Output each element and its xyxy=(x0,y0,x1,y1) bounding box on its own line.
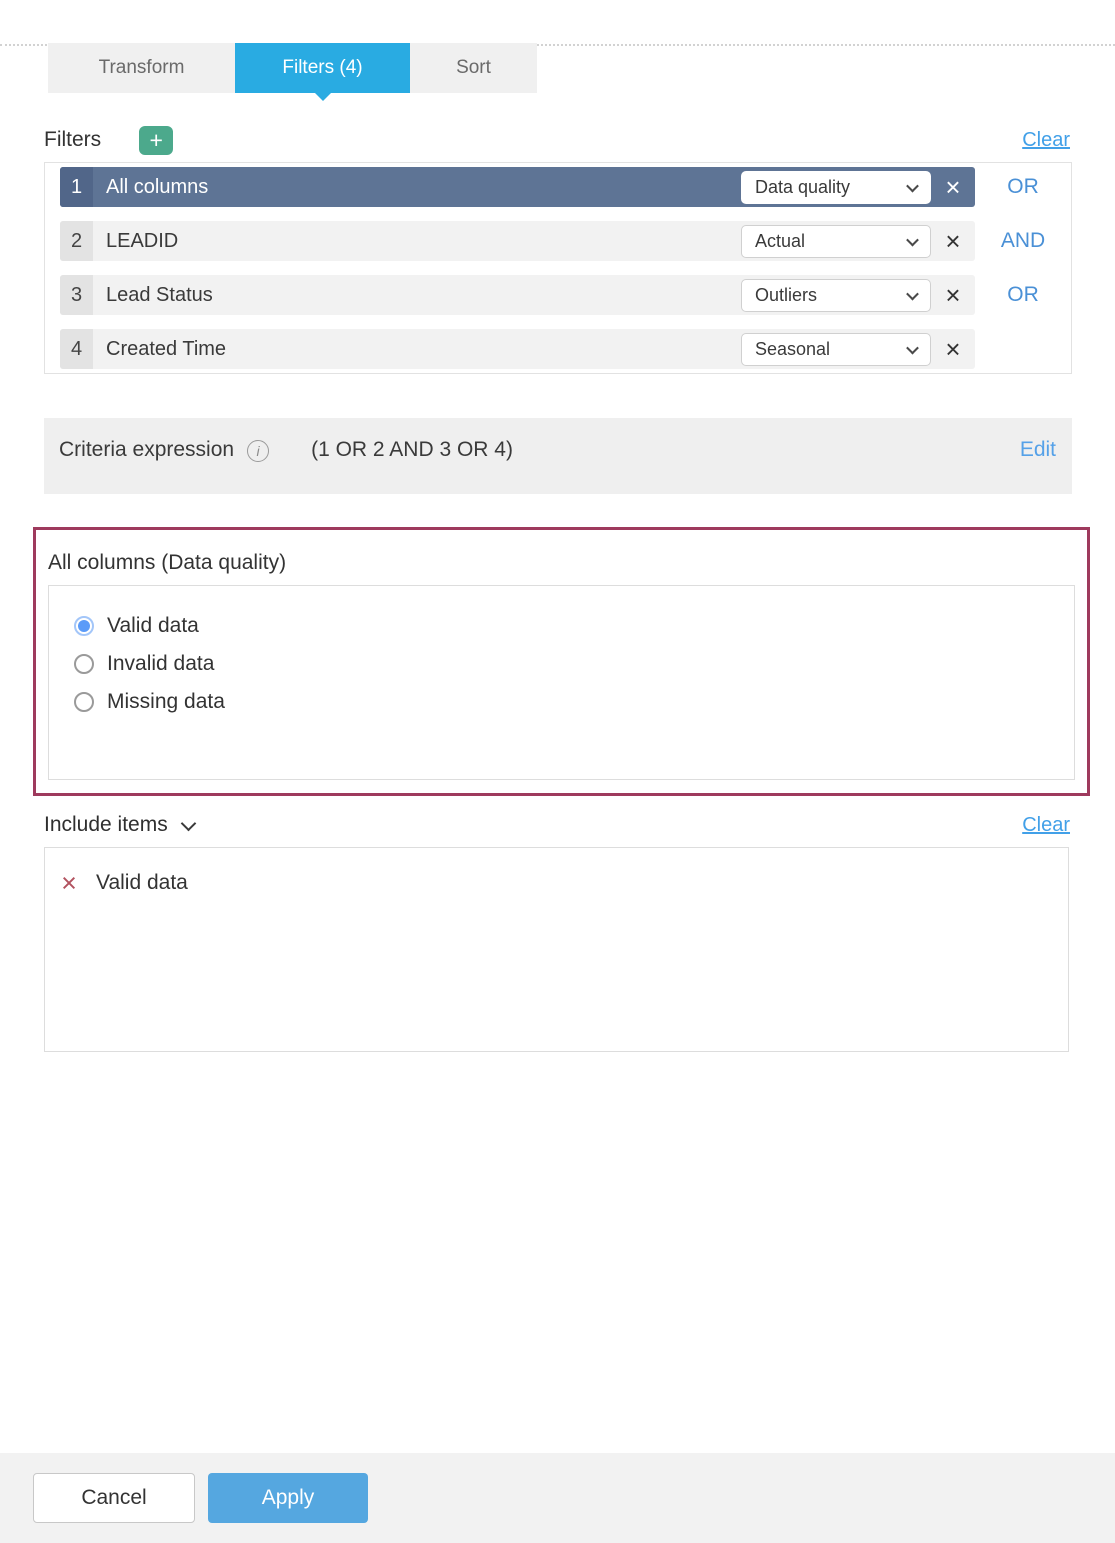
connector-label[interactable]: AND xyxy=(1000,229,1046,252)
filter-options-box xyxy=(48,585,1075,780)
remove-filter-button[interactable]: × xyxy=(945,172,961,202)
filter-column-name: Created Time xyxy=(106,337,227,360)
chevron-down-icon[interactable] xyxy=(180,815,196,831)
option-label: Valid data xyxy=(107,614,199,637)
filter-row-number: 4 xyxy=(60,329,93,369)
filter-operator-dropdown[interactable] xyxy=(741,279,931,312)
option-valid-data[interactable] xyxy=(74,607,1074,645)
remove-item-icon[interactable]: × xyxy=(61,867,77,898)
include-items-header xyxy=(44,810,1070,840)
option-missing-data[interactable] xyxy=(74,683,1074,721)
remove-filter-button[interactable]: × xyxy=(945,334,961,364)
chevron-down-icon xyxy=(906,179,919,192)
included-item xyxy=(59,865,1068,901)
option-invalid-data[interactable] xyxy=(74,645,1074,683)
operator-value: Actual xyxy=(755,230,806,251)
filter-operator-dropdown[interactable] xyxy=(741,225,931,258)
remove-filter-button[interactable]: × xyxy=(945,280,961,310)
filter-line xyxy=(60,167,1071,207)
filter-row-1[interactable] xyxy=(60,167,975,207)
filter-line xyxy=(60,329,1071,369)
connector-label[interactable]: OR xyxy=(1007,283,1039,306)
plus-icon: + xyxy=(149,126,163,153)
filter-operator-dropdown[interactable] xyxy=(741,333,931,366)
include-items-label: Include items xyxy=(44,813,168,836)
filter-list-panel xyxy=(44,162,1072,374)
criteria-expression-label: Criteria expression xyxy=(59,438,235,461)
criteria-expression-value: (1 OR 2 AND 3 OR 4) xyxy=(311,438,513,461)
filter-column-name: All columns xyxy=(106,175,209,198)
operator-value: Outliers xyxy=(755,284,818,305)
chevron-down-icon xyxy=(906,233,919,246)
criteria-edit-link[interactable]: Edit xyxy=(1019,438,1056,461)
tab-bar xyxy=(48,43,1115,93)
tab-filters[interactable]: Filters (4) xyxy=(235,43,410,93)
filter-operator-dropdown[interactable] xyxy=(741,171,931,204)
option-label: Missing data xyxy=(107,690,225,713)
included-item-label: Valid data xyxy=(96,871,188,894)
filter-row-number: 1 xyxy=(60,167,93,207)
included-items-box xyxy=(44,847,1069,1052)
filter-line xyxy=(60,221,1071,261)
operator-value: Data quality xyxy=(755,176,851,197)
filter-row-number: 2 xyxy=(60,221,93,261)
connector-label[interactable]: OR xyxy=(1007,175,1039,198)
chevron-down-icon xyxy=(906,287,919,300)
filter-row-2[interactable] xyxy=(60,221,975,261)
filter-row-number: 3 xyxy=(60,275,93,315)
chevron-down-icon xyxy=(906,341,919,354)
footer-bar xyxy=(0,1453,1115,1543)
radio-selected-icon[interactable] xyxy=(74,616,94,636)
filter-column-name: Lead Status xyxy=(106,283,213,306)
option-label: Invalid data xyxy=(107,652,215,675)
filter-detail-section xyxy=(33,527,1090,796)
include-items-clear-link[interactable]: Clear xyxy=(1022,813,1070,836)
filters-header xyxy=(44,125,1070,155)
radio-unselected-icon[interactable] xyxy=(74,692,94,712)
filter-detail-title: All columns (Data quality) xyxy=(48,551,287,574)
filter-line xyxy=(60,275,1071,315)
filter-row-3[interactable] xyxy=(60,275,975,315)
filters-heading: Filters xyxy=(44,128,102,151)
criteria-expression-bar xyxy=(44,418,1072,494)
filter-column-name: LEADID xyxy=(106,229,179,252)
tab-transform[interactable]: Transform xyxy=(48,43,235,93)
operator-value: Seasonal xyxy=(755,338,831,359)
add-filter-button[interactable] xyxy=(139,126,173,155)
filter-row-4[interactable] xyxy=(60,329,975,369)
radio-unselected-icon[interactable] xyxy=(74,654,94,674)
remove-filter-button[interactable]: × xyxy=(945,226,961,256)
filters-clear-link[interactable]: Clear xyxy=(1022,128,1070,151)
cancel-button[interactable]: Cancel xyxy=(33,1473,195,1523)
tab-sort[interactable]: Sort xyxy=(410,43,537,93)
info-icon[interactable]: i xyxy=(247,440,269,462)
apply-button[interactable]: Apply xyxy=(208,1473,368,1523)
